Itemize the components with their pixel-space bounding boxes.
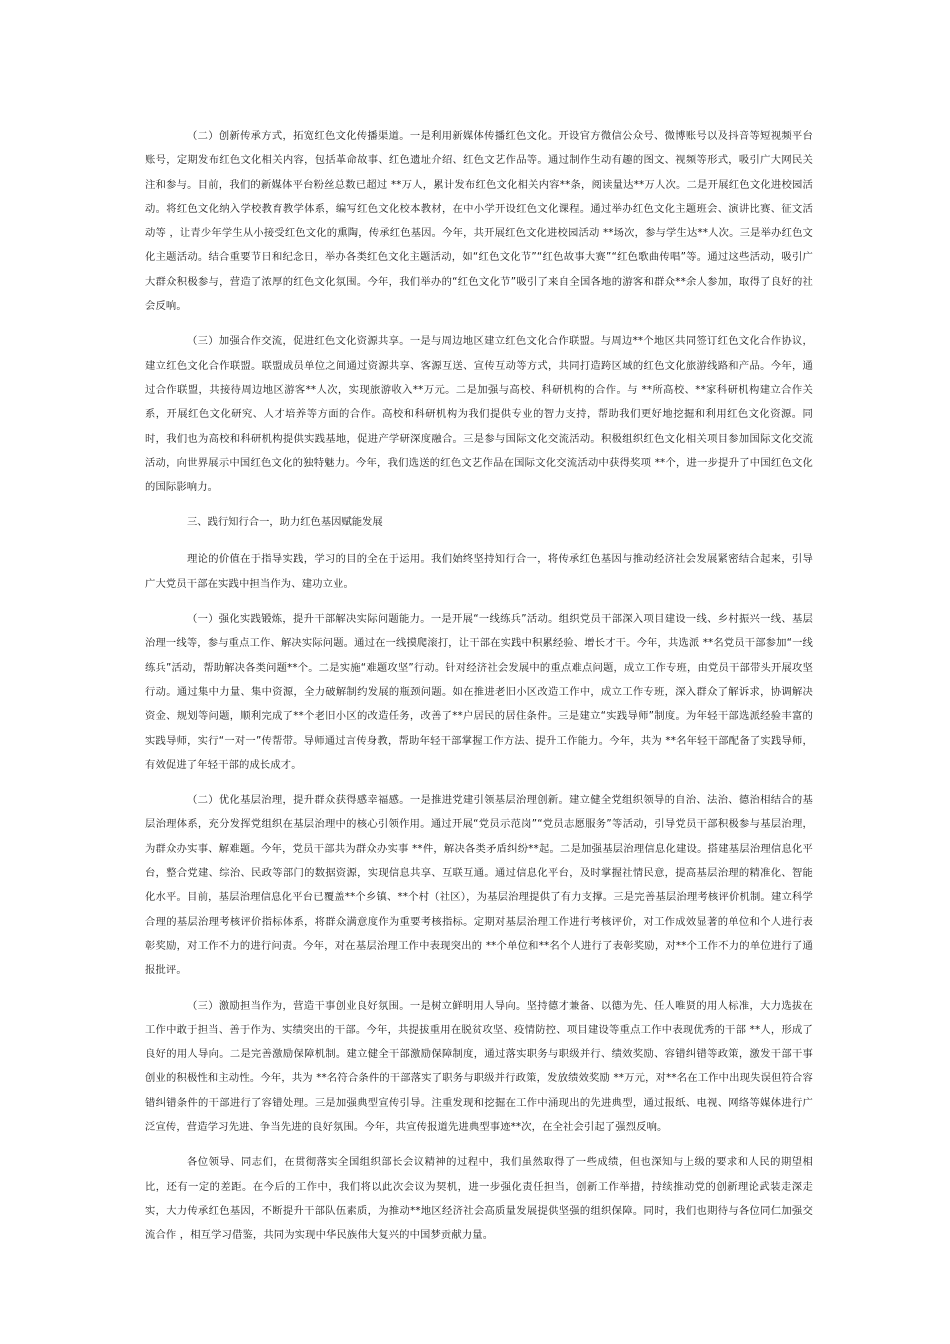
section-intro-paragraph: 理论的价值在于指导实践，学习的目的全在于运用。我们始终坚持知行合一，将传承红色基因与推动经济社会发展紧密结合起来，引导广大党员干部在实践中担当作为、建功立业。	[145, 553, 813, 590]
paragraph-3-3: （三）激励担当作为，营造干事创业良好氛围。一是树立鲜明用人导向。坚持德才兼备、以德为先、任人唯贤的用人标准，大力选拔在工作中敢于担当、善于作为、实绩突出的干部。今年，共提拔重用在脱贫攻坚、疫情防控、项目建设等重点工作中表现优秀的干部 **人，形成了良好的用人导向。二是完善激励保障机制。建立健全干部激励保障制度，通过落实职务与职级并行、绩效奖励、容错纠错等政策，激发干部干事创业的积极性和主动性。今年，共为 **名符合条件的干部落实了职务与职级并行政策，发放绩效奖励 **万元，对**名在工作中出现失误但符合容错纠错条件的干部进行了容错处理。三是加强典型宣传引导。注重发现和挖掘在工作中涌现出的先进典型，通过报纸、电视、网络等媒体进行广泛宣传，营造学习先进、争当先进的良好氛围。今年，共宣传报道先进典型事迹**次，在全社会引起了强烈反响。	[145, 999, 813, 1133]
paragraph-3-2: （二）优化基层治理，提升群众获得感幸福感。一是推进党建引领基层治理创新。建立健全党组织领导的自治、法治、德治相结合的基层治理体系，充分发挥党组织在基层治理中的核心引领作用。通过开展“党员示范岗”“党员志愿服务”等活动，引导党员干部积极参与基层治理，为群众办实事、解难题。今年，党员干部共为群众办实事 **件，解决各类矛盾纠纷**起。二是加强基层治理信息化建设。搭建基层治理信息化平台，整合党建、综治、民政等部门的数据资源，实现信息共享、互联互通。通过信息化平台，及时掌握社情民意，提高基层治理的精准化、智能化水平。目前，基层治理信息化平台已覆盖**个乡镇、**个村（社区），为基层治理提供了有力支撑。三是完善基层治理考核评价机制。建立科学合理的基层治理考核评价指标体系，将群众满意度作为重要考核指标。定期对基层治理工作进行考核评价，对工作成效显著的单位和个人进行表彰奖励，对工作不力的进行问责。今年，对在基层治理工作中表现突出的 **个单位和**名个人进行了表彰奖励，对**个工作不力的单位进行了通报批评。	[145, 794, 813, 977]
paragraph-2-3: （三）加强合作交流，促进红色文化资源共享。一是与周边地区建立红色文化合作联盟。与周边**个地区共同签订红色文化合作协议，建立红色文化合作联盟。联盟成员单位之间通过资源共享、客源互送、宣传互动等方式，共同打造跨区域的红色文化旅游线路和产品。今年，通过合作联盟，共接待周边地区游客**人次，实现旅游收入**万元。二是加强与高校、科研机构的合作。与 **所高校、**家科研机构建立合作关系，开展红色文化研究、人才培养等方面的合作。高校和科研机构为我们提供专业的智力支持，帮助我们更好地挖掘和利用红色文化资源。同时，我们也为高校和科研机构提供实践基地，促进产学研深度融合。三是参与国际文化交流活动。积极组织红色文化相关项目参加国际文化交流活动，向世界展示中国红色文化的独特魅力。今年，我们选送的红色文艺作品在国际文化交流活动中获得奖项 **个，进一步提升了中国红色文化的国际影响力。	[145, 335, 813, 494]
paragraph-3-1: （一）强化实践锻炼，提升干部解决实际问题能力。一是开展“一线练兵”活动。组织党员干部深入项目建设一线、乡村振兴一线、基层治理一线等，参与重点工作、解决实际问题。通过在一线摸爬滚打，让干部在实践中积累经验、增长才干。今年，共选派 **名党员干部参加“一线练兵”活动，帮助解决各类问题**个。二是实施“难题攻坚”行动。针对经济社会发展中的重点难点问题，成立工作专班，由党员干部带头开展攻坚行动。通过集中力量、集中资源，全力破解制约发展的瓶颈问题。如在推进老旧小区改造工作中，成立工作专班，深入群众了解诉求，协调解决资金、规划等问题，顺利完成了**个老旧小区的改造任务，改善了**户居民的居住条件。三是建立“实践导师”制度。为年轻干部选派经验丰富的实践导师，实行“一对一”传帮带。导师通过言传身教，帮助年轻干部掌握工作方法、提升工作能力。今年，共为 **名年轻干部配备了实践导师，有效促进了年轻干部的成长成才。	[145, 613, 813, 771]
paragraph-2-2: （二）创新传承方式，拓宽红色文化传播渠道。一是利用新媒体传播红色文化。开设官方微信公众号、微博账号以及抖音等短视频平台账号，定期发布红色文化相关内容，包括革命故事、红色遗址介绍、红色文艺作品等。通过制作生动有趣的图文、视频等形式，吸引广大网民关注和参与。目前，我们的新媒体平台粉丝总数已超过 **万人，累计发布红色文化相关内容**条，阅读量达**万人次。二是开展红色文化进校园活动。将红色文化纳入学校教育教学体系，编写红色文化校本教材，在中小学开设红色文化课程。通过举办红色文化主题班会、演讲比赛、征文活动等 ，让青少年学生从小接受红色文化的熏陶，传承红色基因。今年，共开展红色文化进校园活动 **场次，参与学生达**人次。三是举办红色文化主题活动。结合重要节日和纪念日，举办各类红色文化主题活动，如“红色文化节”“红色故事大赛”“红色歌曲传唱”等。通过这些活动，吸引广大群众积极参与，营造了浓厚的红色文化氛围。今年，我们举办的“红色文化节”吸引了来自全国各地的游客和群众**余人参加，取得了良好的社会反响。	[145, 130, 813, 313]
document-page	[145, 124, 813, 1258]
section-heading: 三、践行知行合一，助力红色基因赋能发展	[187, 516, 383, 529]
closing-paragraph: 各位领导、同志们，在贯彻落实全国组织部长会议精神的过程中，我们虽然取得了一些成绩，但也深知与上级的要求和人民的期望相比，还有一定的差距。在今后的工作中，我们将以此次会议为契机，进一步强化责任担当，创新工作举措，持续推动党的创新理论武装走深走实，大力传承红色基因，不断提升干部队伍素质，为推动**地区经济社会高质量发展提供坚强的组织保障。同时，我们也期待与各位同仁加强交流合作 ，相互学习借鉴，共同为实现中华民族伟大复兴的中国梦贡献力量。	[145, 1156, 813, 1242]
